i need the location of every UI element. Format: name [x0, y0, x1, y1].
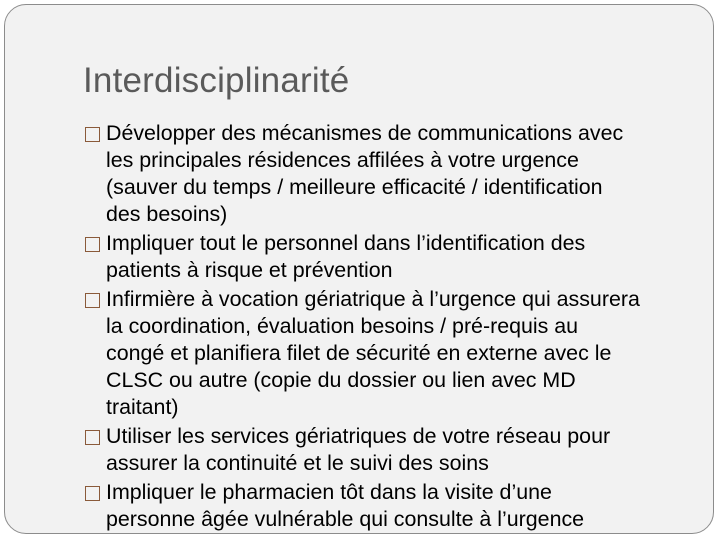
bullet-item	[83, 479, 701, 533]
slide-title: Interdisciplinarité	[83, 61, 350, 100]
bullet-item	[83, 423, 701, 477]
bullet-item	[83, 230, 701, 284]
square-bullet-icon	[85, 293, 100, 308]
bullet-text-line: assurer la continuité et le suivi des soins	[106, 451, 489, 475]
slide	[4, 4, 714, 534]
bullet-text-line: patients à risque et prévention	[106, 258, 393, 282]
bullet-text-line: la coordination, évaluation besoins / pré-requis au	[106, 314, 579, 338]
square-bullet-icon	[85, 127, 100, 142]
bullet-text-line: Impliquer tout le personnel dans l’identification des	[106, 231, 586, 255]
bullet-item	[83, 120, 701, 228]
square-bullet-icon	[85, 486, 100, 501]
bullet-text-line: Impliquer le pharmacien tôt dans la visite d’une	[106, 480, 552, 504]
bullet-text-line: (sauver du temps / meilleure efficacité / identification	[106, 175, 603, 199]
bullet-text-line: personne âgée vulnérable qui consulte à l’urgence	[106, 507, 585, 531]
bullet-item	[83, 286, 701, 421]
bullet-text-line: Infirmière à vocation gériatrique à l’urgence qui assurera	[106, 287, 640, 311]
bullet-text-line: CLSC ou autre (copie du dossier ou lien avec MD	[106, 368, 576, 392]
bullet-text-line: les principales résidences affilées à votre urgence	[106, 148, 579, 172]
square-bullet-icon	[85, 430, 100, 445]
bullet-text-line: congé et planifiera filet de sécurité en externe avec le	[106, 341, 612, 365]
bullet-text-line: des besoins)	[106, 202, 228, 226]
bullet-text-line: Développer des mécanismes de communications avec	[106, 121, 624, 145]
bullet-text-line: Utiliser les services gériatriques de votre réseau pour	[106, 424, 611, 448]
bullet-text-line: traitant)	[106, 395, 179, 419]
bullet-list	[83, 120, 701, 534]
square-bullet-icon	[85, 237, 100, 252]
